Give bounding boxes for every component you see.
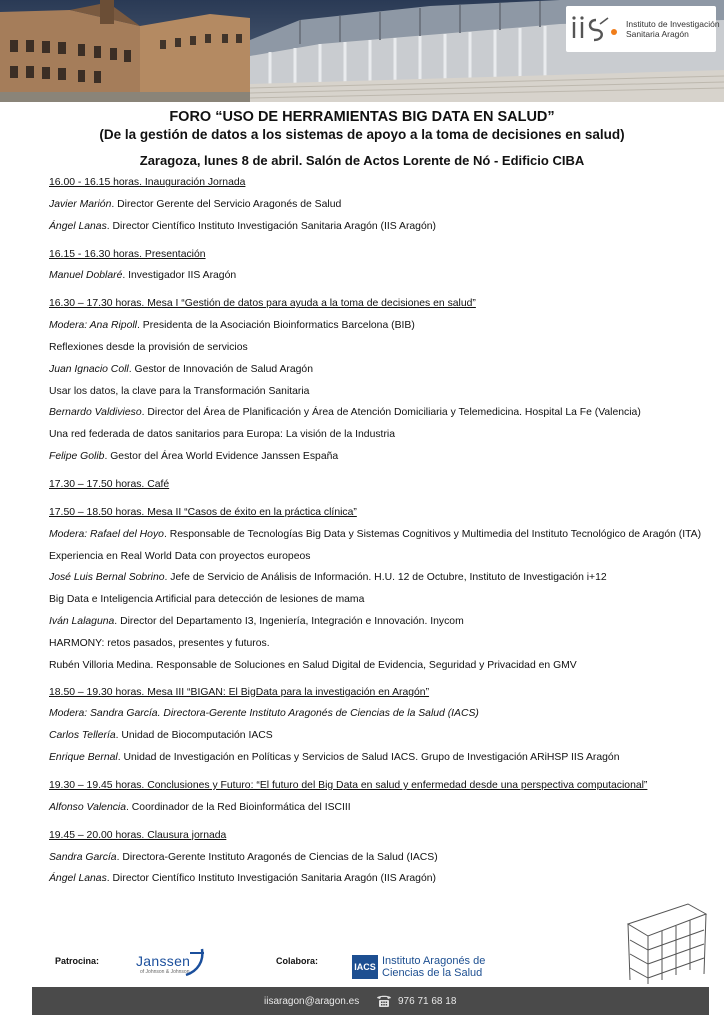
janssen-name: Janssen xyxy=(136,953,191,969)
speaker-line xyxy=(49,615,709,629)
speaker-role: . Jefe de Servicio de Análisis de Información. H.U. 12 de Octubre, Instituto de Investigación i+12 xyxy=(164,572,607,584)
page-title: FORO “USO DE HERRAMIENTAS BIG DATA EN SALUD” xyxy=(169,109,555,125)
telephone-icon xyxy=(375,993,393,1009)
patrocina-label: Patrocina: xyxy=(55,956,100,966)
speaker-role: . Coordinador de la Red Bioinformática del ISCIII xyxy=(126,801,351,813)
session-heading: 16.30 – 17.30 horas. Mesa I “Gestión de datos para ayuda a la toma de decisiones en salud” xyxy=(49,298,476,310)
session-mesa-2 xyxy=(49,506,709,673)
session-heading: 19.30 – 19.45 horas. Conclusiones y Futuro: “El futuro del Big Data en salud y enfermedad desde una perspectiva computacional” xyxy=(49,779,648,791)
talk-title: Experiencia en Real World Data con proyectos europeos xyxy=(49,550,311,562)
speaker-line xyxy=(49,450,709,464)
session-heading: 19.45 – 20.00 horas. Clausura jornada xyxy=(49,829,227,841)
speaker-role: . Director Gerente del Servicio Aragonés de Salud xyxy=(111,198,342,210)
speaker-role: . Unidad de Investigación en Políticas y Servicios de Salud IACS. Grupo de Investigación ARiHSP IIS Aragón xyxy=(117,751,620,763)
speaker-name: Javier Marión xyxy=(49,198,112,210)
speaker-line xyxy=(49,269,709,283)
iis-aragon-logo xyxy=(566,6,720,52)
session-inauguracion xyxy=(49,176,709,234)
contact-email[interactable]: iisaragon@aragon.es xyxy=(264,996,360,1007)
moderator-name: Modera: Ana Ripoll xyxy=(49,320,137,332)
janssen-tagline: of Johnson & Johnson xyxy=(140,969,190,975)
speaker-name: José Luis Bernal Sobrino xyxy=(49,572,165,584)
session-cafe xyxy=(49,478,709,492)
speaker-line xyxy=(49,571,709,585)
talk-title: Reflexiones desde la provisión de servicios xyxy=(49,341,248,353)
speaker-name: Alfonso Valencia xyxy=(49,801,127,813)
speaker-role: . Director del Departamento I3, Ingeniería, Integración e Innovación. Inycom xyxy=(114,615,464,627)
speaker-line-plain: Rubén Villoria Medina. Responsable de Soluciones en Salud Digital de Evidencia, Seguridad y Privacidad en GMV xyxy=(49,659,577,671)
session-heading: 18.50 – 19.30 horas. Mesa III “BIGAN: El BigData para la investigación en Aragón” xyxy=(49,686,430,698)
janssen-logo xyxy=(136,947,210,979)
speaker-role: . Gestor de Innovación de Salud Aragón xyxy=(128,363,313,375)
talk-title: Big Data e Inteligencia Artificial para detección de lesiones de mama xyxy=(49,594,365,606)
iacs-logo xyxy=(352,952,502,986)
janssen-swoosh-icon xyxy=(182,947,208,977)
colabora-label: Colabora: xyxy=(276,956,319,966)
iis-logo-mark-icon xyxy=(570,12,624,46)
speaker-name: Juan Ignacio Coll xyxy=(49,363,129,375)
speaker-name: Bernardo Valdivieso xyxy=(49,407,142,419)
session-heading: 17.30 – 17.50 horas. Café xyxy=(49,478,170,490)
session-presentacion xyxy=(49,248,709,284)
speaker-name: Iván Lalaguna xyxy=(49,615,115,627)
footer-bar xyxy=(32,987,709,1015)
logo-name-line1: Instituto de Investigación xyxy=(626,19,720,29)
speaker-line xyxy=(49,729,709,743)
speaker-name: Enrique Bernal xyxy=(49,751,118,763)
session-clausura xyxy=(49,829,709,887)
speaker-role: . Director Científico Instituto Investigación Sanitaria Aragón (IIS Aragón) xyxy=(106,220,436,232)
session-conclusiones xyxy=(49,779,709,815)
speaker-line xyxy=(49,751,709,765)
speaker-line xyxy=(49,363,709,377)
speaker-line xyxy=(49,872,709,886)
speaker-role: . Director Científico Instituto Investigación Sanitaria Aragón (IIS Aragón) xyxy=(106,873,436,885)
session-heading: 16.00 - 16.15 horas. Inauguración Jornada xyxy=(49,177,246,188)
session-heading: 17.50 – 18.50 horas. Mesa II “Casos de éxito en la práctica clínica” xyxy=(49,506,357,518)
speaker-role: . Investigador IIS Aragón xyxy=(122,270,237,282)
talk-title: Una red federada de datos sanitarios para Europa: La visión de la Industria xyxy=(49,429,395,441)
header-photo xyxy=(0,0,724,102)
speaker-name: Ángel Lanas xyxy=(49,873,107,885)
talk-title: Usar los datos, la clave para la Transformación Sanitaria xyxy=(49,385,310,397)
moderator-name: Modera: Rafael del Hoyo xyxy=(49,528,164,540)
speaker-line xyxy=(49,406,709,420)
iacs-name-line2: Ciencias de la Salud xyxy=(382,967,483,979)
contact-phone[interactable]: 976 71 68 18 xyxy=(398,996,457,1007)
iacs-name-line1: Instituto Aragonés de xyxy=(382,955,486,967)
iacs-abbrev: IACS xyxy=(352,955,378,979)
speaker-line xyxy=(49,220,709,234)
moderator-line xyxy=(49,528,709,542)
moderator-line xyxy=(49,319,709,333)
moderator-name: Modera: Sandra García. Directora-Gerente Instituto Aragonés de Ciencias de la Salud (IACS) xyxy=(49,708,479,720)
speaker-line xyxy=(49,801,709,815)
speaker-name: Manuel Doblaré xyxy=(49,270,123,282)
speaker-role: . Gestor del Área World Evidence Janssen España xyxy=(104,450,339,462)
event-location: Zaragoza, lunes 8 de abril. Salón de Actos Lorente de Nó - Edificio CIBA xyxy=(139,153,585,168)
speaker-role: . Responsable de Tecnologías Big Data y Sistemas Cognitivos y Multimedia del Instituto Tecnológico de Aragón (ITA) xyxy=(163,528,702,540)
session-mesa-3 xyxy=(49,686,709,765)
speaker-role: . Director del Área de Planificación y Área de Atención Domiciliaria y Telemedicina. Hospital La Fe (Valencia) xyxy=(141,407,641,419)
speaker-line xyxy=(49,198,709,212)
speaker-role: . Presidenta de la Asociación Bioinformatics Barcelona (BIB) xyxy=(136,320,415,332)
agenda xyxy=(49,176,709,900)
speaker-role: . Unidad de Biocomputación IACS xyxy=(115,730,273,742)
speaker-name: Felipe Golib xyxy=(49,450,105,462)
building-sketch-icon xyxy=(618,884,710,984)
speaker-line xyxy=(49,851,709,865)
moderator-line xyxy=(49,707,709,721)
session-heading: 16.15 - 16.30 horas. Presentación xyxy=(49,248,206,260)
page-subtitle: (De la gestión de datos a los sistemas de apoyo a la toma de decisiones en salud) xyxy=(99,127,625,142)
logo-name-line2: Sanitaria Aragón xyxy=(626,29,689,39)
speaker-role: . Directora-Gerente Instituto Aragonés de Ciencias de la Salud (IACS) xyxy=(116,851,438,863)
speaker-name: Ángel Lanas xyxy=(49,220,107,232)
session-mesa-1 xyxy=(49,297,709,464)
speaker-name: Sandra García xyxy=(49,851,117,863)
speaker-name: Carlos Tellería xyxy=(49,730,116,742)
talk-title: HARMONY: retos pasados, presentes y futuros. xyxy=(49,637,270,649)
